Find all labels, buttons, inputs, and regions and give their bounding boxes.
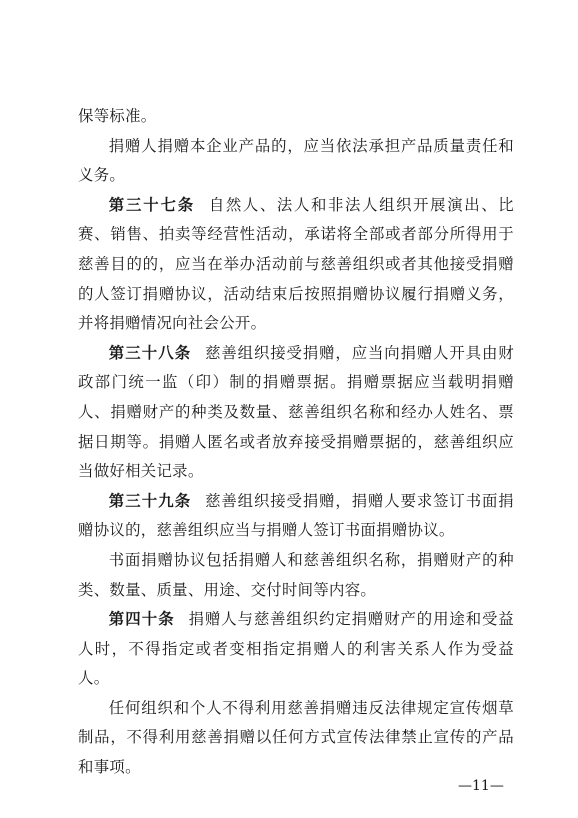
paragraph-text: 捐赠人捐赠本企业产品的，应当依法承担产品质量责任和义务。 [78, 136, 514, 185]
article-38 [78, 339, 514, 487]
paragraph-text: 自然人、法人和非法人组织开展演出、比赛、销售、拍卖等经营性活动，承诺将全部或者部分所得用于慈善目的的，应当在举办活动前与慈善组织或者其他接受捐赠的人签订捐赠协议，活动结束后按照捐赠协议履行捐赠义务，并将捐赠情况向社会公开。 [78, 195, 514, 333]
paragraph-text: 捐赠人与慈善组织约定捐赠财产的用途和受益人时，不得指定或者变相指定捐赠人的利害关系人作为受益人。 [78, 610, 514, 688]
paragraph [78, 694, 514, 783]
article-number: 第三十九条 [108, 491, 192, 510]
article-number: 第三十八条 [108, 343, 192, 362]
page-number: —11— [458, 778, 504, 794]
article-39 [78, 487, 514, 546]
article-40 [78, 605, 514, 694]
article-37 [78, 191, 514, 339]
article-number: 第四十条 [108, 610, 175, 629]
paragraph [78, 546, 514, 605]
article-number: 第三十七条 [108, 195, 195, 214]
paragraph-continued [78, 102, 514, 132]
paragraph [78, 132, 514, 191]
paragraph-text: 保等标准。 [78, 107, 157, 125]
paragraph-text: 慈善组织接受捐赠，应当向捐赠人开具由财政部门统一监（印）制的捐赠票据。捐赠票据应当载明捐赠人、捐赠财产的种类及数量、慈善组织名称和经办人姓名、票据日期等。捐赠人匿名或者放弃接受捐赠票据的，慈善组织应当做好相关记录。 [78, 343, 514, 481]
paragraph-text: 任何组织和个人不得利用慈善捐赠违反法律规定宣传烟草制品，不得利用慈善捐赠以任何方式宣传法律禁止宣传的产品和事项。 [78, 698, 514, 777]
paragraph-text: 慈善组织接受捐赠，捐赠人要求签订书面捐赠协议的，慈善组织应当与捐赠人签订书面捐赠协议。 [78, 491, 514, 540]
document-body [78, 102, 514, 783]
paragraph-text: 书面捐赠协议包括捐赠人和慈善组织名称，捐赠财产的种类、数量、质量、用途、交付时间等内容。 [78, 550, 514, 599]
